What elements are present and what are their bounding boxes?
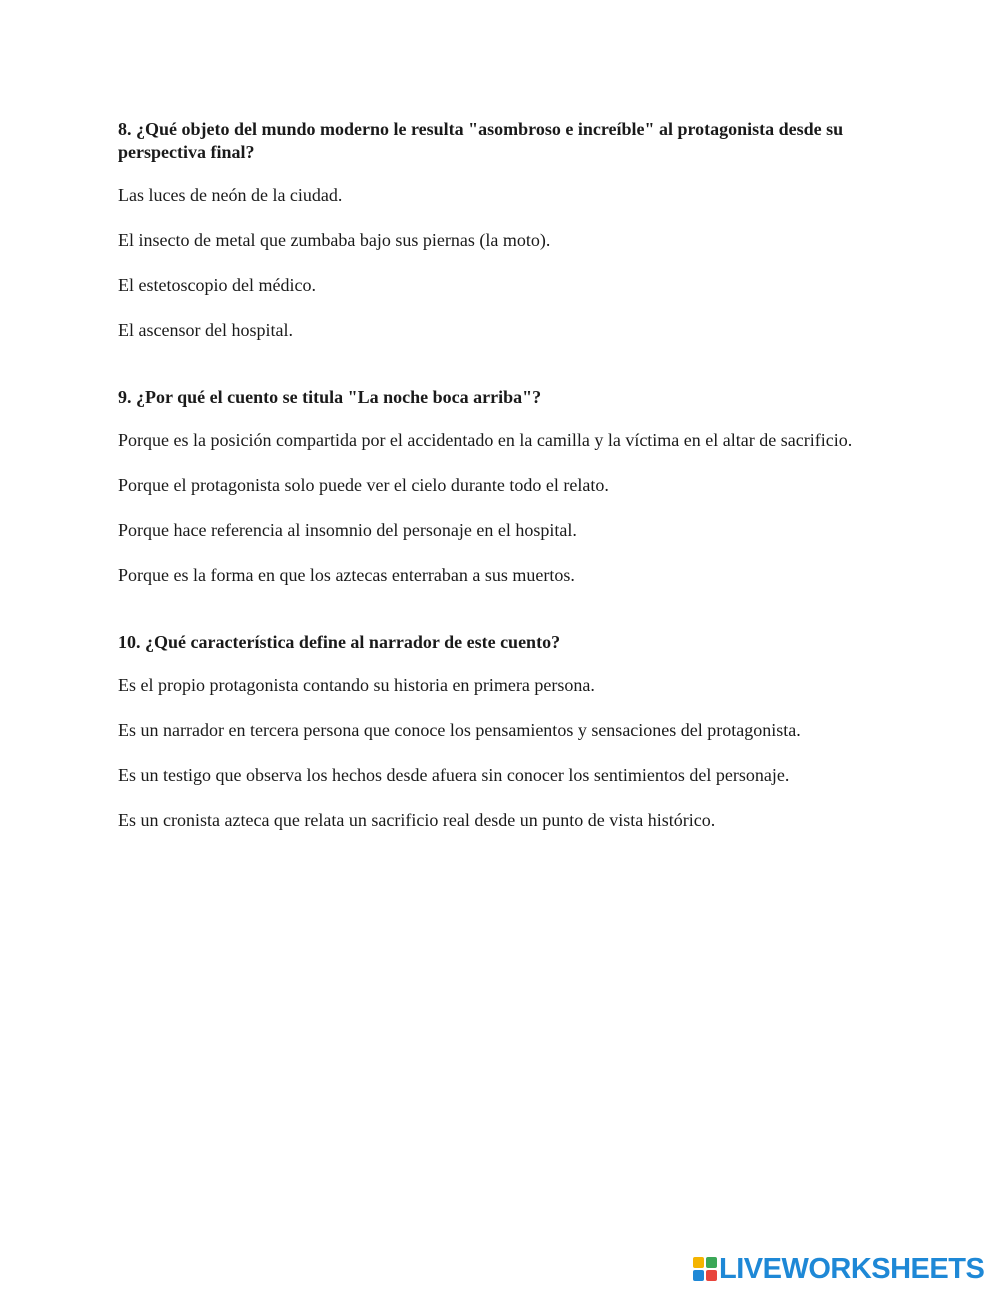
liveworksheets-logo-icon: [693, 1257, 717, 1281]
question-10-option-2[interactable]: Es un narrador en tercera persona que conoce los pensamientos y sensaciones del protagonista.: [118, 720, 801, 740]
worksheet-page: [118, 118, 878, 854]
question-10-option-1[interactable]: Es el propio protagonista contando su historia en primera persona.: [118, 675, 595, 695]
question-9-option-2[interactable]: Porque el protagonista solo puede ver el cielo durante todo el relato.: [118, 475, 609, 495]
question-8-option-4[interactable]: El ascensor del hospital.: [118, 320, 293, 340]
question-block-10: [118, 631, 878, 832]
question-9-text: 9. ¿Por qué el cuento se titula "La noche boca arriba"?: [118, 387, 542, 407]
question-8-option-1[interactable]: Las luces de neón de la ciudad.: [118, 185, 343, 205]
liveworksheets-brand[interactable]: [693, 1255, 984, 1283]
question-10-option-4[interactable]: Es un cronista azteca que relata un sacrificio real desde un punto de vista histórico.: [118, 810, 716, 830]
question-10-option-3[interactable]: Es un testigo que observa los hechos desde afuera sin conocer los sentimientos del personaje.: [118, 765, 790, 785]
brand-name: LIVEWORKSHEETS: [719, 1253, 985, 1285]
question-8-text: 8. ¿Qué objeto del mundo moderno le resulta "asombroso e increíble" al protagonista desde su perspectiva final?: [118, 119, 844, 162]
question-8-option-2[interactable]: El insecto de metal que zumbaba bajo sus piernas (la moto).: [118, 230, 551, 250]
question-9-option-1[interactable]: Porque es la posición compartida por el accidentado en la camilla y la víctima en el altar de sacrificio.: [118, 430, 853, 450]
question-8-option-3[interactable]: El estetoscopio del médico.: [118, 275, 316, 295]
question-9-option-4[interactable]: Porque es la forma en que los aztecas enterraban a sus muertos.: [118, 565, 575, 585]
question-block-8: [118, 118, 878, 342]
question-9-option-3[interactable]: Porque hace referencia al insomnio del personaje en el hospital.: [118, 520, 577, 540]
question-block-9: [118, 386, 878, 587]
question-10-text: 10. ¿Qué característica define al narrador de este cuento?: [118, 632, 561, 652]
